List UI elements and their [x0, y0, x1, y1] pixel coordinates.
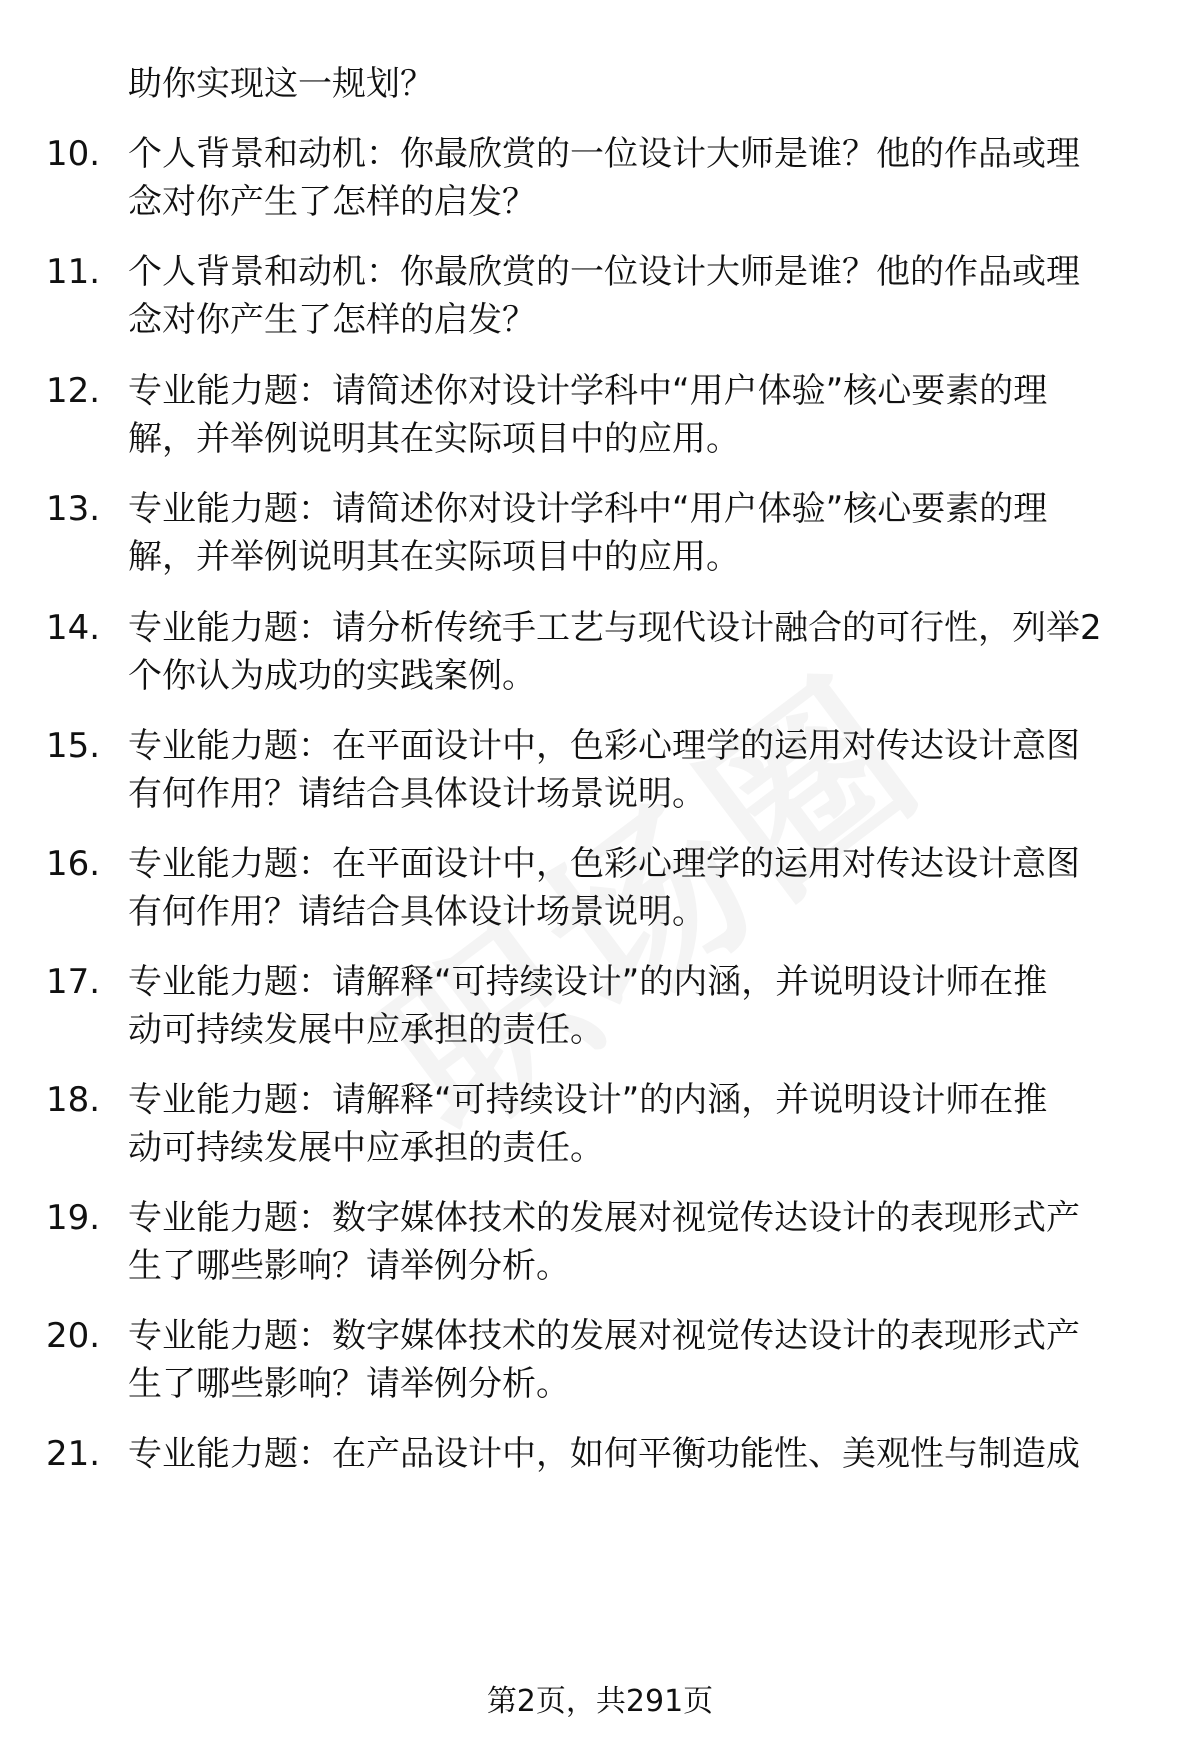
item-text-line: 专业能力题：在平面设计中，色彩心理学的运用对传达设计意图 — [128, 726, 1080, 766]
item-number: 15. — [46, 726, 101, 766]
item-text-line: 解，并举例说明其在实际项目中的应用。 — [128, 537, 740, 577]
item-text-line: 个人背景和动机：你最欣赏的一位设计大师是谁？他的作品或理 — [128, 134, 1080, 174]
item-text — [128, 604, 1168, 700]
item-text-line: 动可持续发展中应承担的责任。 — [128, 1128, 604, 1168]
item-text-line: 个人背景和动机：你最欣赏的一位设计大师是谁？他的作品或理 — [128, 252, 1080, 292]
item-text-line: 专业能力题：请解释“可持续设计”的内涵，并说明设计师在推 — [128, 1080, 1048, 1120]
item-text-line: 专业能力题：请分析传统手工艺与现代设计融合的可行性，列举2 — [128, 608, 1102, 648]
item-number: 16. — [46, 844, 101, 884]
item-text — [128, 1430, 1168, 1478]
item-number: 12. — [46, 371, 101, 411]
item-text — [128, 722, 1168, 818]
item-text-line: 专业能力题：在平面设计中，色彩心理学的运用对传达设计意图 — [128, 844, 1080, 884]
item-text-line: 生了哪些影响？请举例分析。 — [128, 1364, 570, 1404]
item-number: 17. — [46, 962, 101, 1002]
item-text — [128, 1312, 1168, 1408]
item-number: 10. — [46, 134, 101, 174]
item-text — [128, 248, 1168, 344]
item-text — [128, 367, 1168, 463]
continued-line: 助你实现这一规划？ — [128, 64, 434, 104]
item-number: 21. — [46, 1434, 101, 1474]
item-text-line: 解，并举例说明其在实际项目中的应用。 — [128, 419, 740, 459]
item-number: 19. — [46, 1198, 101, 1238]
item-text-line: 个你认为成功的实践案例。 — [128, 656, 536, 696]
item-text-line: 念对你产生了怎样的启发？ — [128, 300, 536, 340]
item-text — [128, 1076, 1168, 1172]
item-text-line: 专业能力题：请解释“可持续设计”的内涵，并说明设计师在推 — [128, 962, 1048, 1002]
item-text-line: 专业能力题：在产品设计中，如何平衡功能性、美观性与制造成 — [128, 1434, 1080, 1474]
item-text — [128, 485, 1168, 581]
item-text-line: 专业能力题：请简述你对设计学科中“用户体验”核心要素的理 — [128, 371, 1048, 411]
item-text-line: 专业能力题：数字媒体技术的发展对视觉传达设计的表现形式产 — [128, 1316, 1080, 1356]
item-text-line: 专业能力题：请简述你对设计学科中“用户体验”核心要素的理 — [128, 489, 1048, 529]
item-number: 18. — [46, 1080, 101, 1120]
item-text-line: 有何作用？请结合具体设计场景说明。 — [128, 892, 706, 932]
item-number: 11. — [46, 252, 101, 292]
item-text-line: 动可持续发展中应承担的责任。 — [128, 1010, 604, 1050]
item-text — [128, 958, 1168, 1054]
item-text — [128, 840, 1168, 936]
item-text — [128, 1194, 1168, 1290]
item-number: 13. — [46, 489, 101, 529]
page-footer: 第2页，共291页 — [486, 1684, 714, 1719]
item-text-line: 念对你产生了怎样的启发？ — [128, 182, 536, 222]
item-text-line: 专业能力题：数字媒体技术的发展对视觉传达设计的表现形式产 — [128, 1198, 1080, 1238]
item-text-line: 生了哪些影响？请举例分析。 — [128, 1246, 570, 1286]
item-number: 14. — [46, 608, 101, 648]
item-number: 20. — [46, 1316, 101, 1356]
item-text-line: 有何作用？请结合具体设计场景说明。 — [128, 774, 706, 814]
item-text — [128, 130, 1168, 226]
